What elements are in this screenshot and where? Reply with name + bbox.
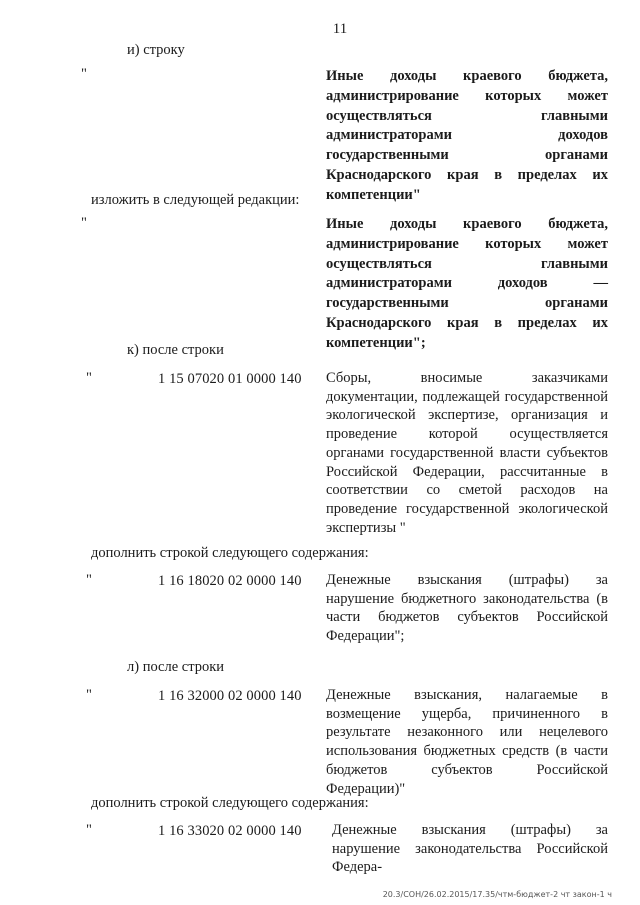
item-k-intro: к) после строки (127, 342, 224, 358)
page-number: 11 (332, 21, 348, 37)
item-i-intro: и) строку (127, 42, 185, 58)
opening-quote: " (81, 215, 87, 231)
document-footer: 20.3/СОН/26.02.2015/17.35/чтм-бюджет-2 чт закон-1 ч (382, 890, 612, 899)
budget-code: 1 16 32000 02 0000 140 (158, 688, 302, 704)
item-l-add-text: Денежные взыскания (штрафы) за нарушение законодательства Российской Федера- (332, 822, 608, 876)
item-i-new-text: Иные доходы краевого бюджета, администрирование которых может осуществляться главными администраторами доходов — государственными органами Краснодарского края в пределах их компетенции"; (326, 216, 608, 351)
item-l-text: Денежные взыскания, налагаемые в возмещение ущерба, причиненного в результате незаконного или нецелевого использования бюджетных средств (в части бюджетов субъектов Российской Федерации)" (326, 687, 608, 797)
budget-code: 1 16 33020 02 0000 140 (158, 823, 302, 839)
item-i-old-text: Иные доходы краевого бюджета, администрирование которых может осуществляться главными администраторами доходов государственными органами Краснодарского края в пределах их компетенции" (326, 68, 608, 203)
item-l-intro: л) после строки (127, 659, 225, 675)
opening-quote: " (86, 572, 92, 588)
opening-quote: " (86, 822, 92, 838)
item-k-text: Сборы, вносимые заказчиками документации, подлежащей государственной экологической экспертизе, организация и проведение которой осуществляется органами государственной власти субъектов Российской Федерации, рассчитанные в соответствии со сметой расходов на проведение государственной экологической экспертизы " (326, 370, 608, 536)
opening-quote: " (86, 370, 92, 386)
item-k-add-text: Денежные взыскания (штрафы) за нарушение бюджетного законодательства (в части бюджетов субъектов Российской Федерации"; (326, 572, 608, 645)
item-i-new-intro: изложить в следующей редакции: (91, 192, 300, 208)
item-l-add-intro: дополнить строкой следующего содержания: (91, 795, 369, 811)
opening-quote: " (81, 66, 87, 82)
budget-code: 1 15 07020 01 0000 140 (158, 371, 302, 387)
opening-quote: " (86, 687, 92, 703)
item-k-add-intro: дополнить строкой следующего содержания: (91, 545, 369, 561)
budget-code: 1 16 18020 02 0000 140 (158, 573, 302, 589)
